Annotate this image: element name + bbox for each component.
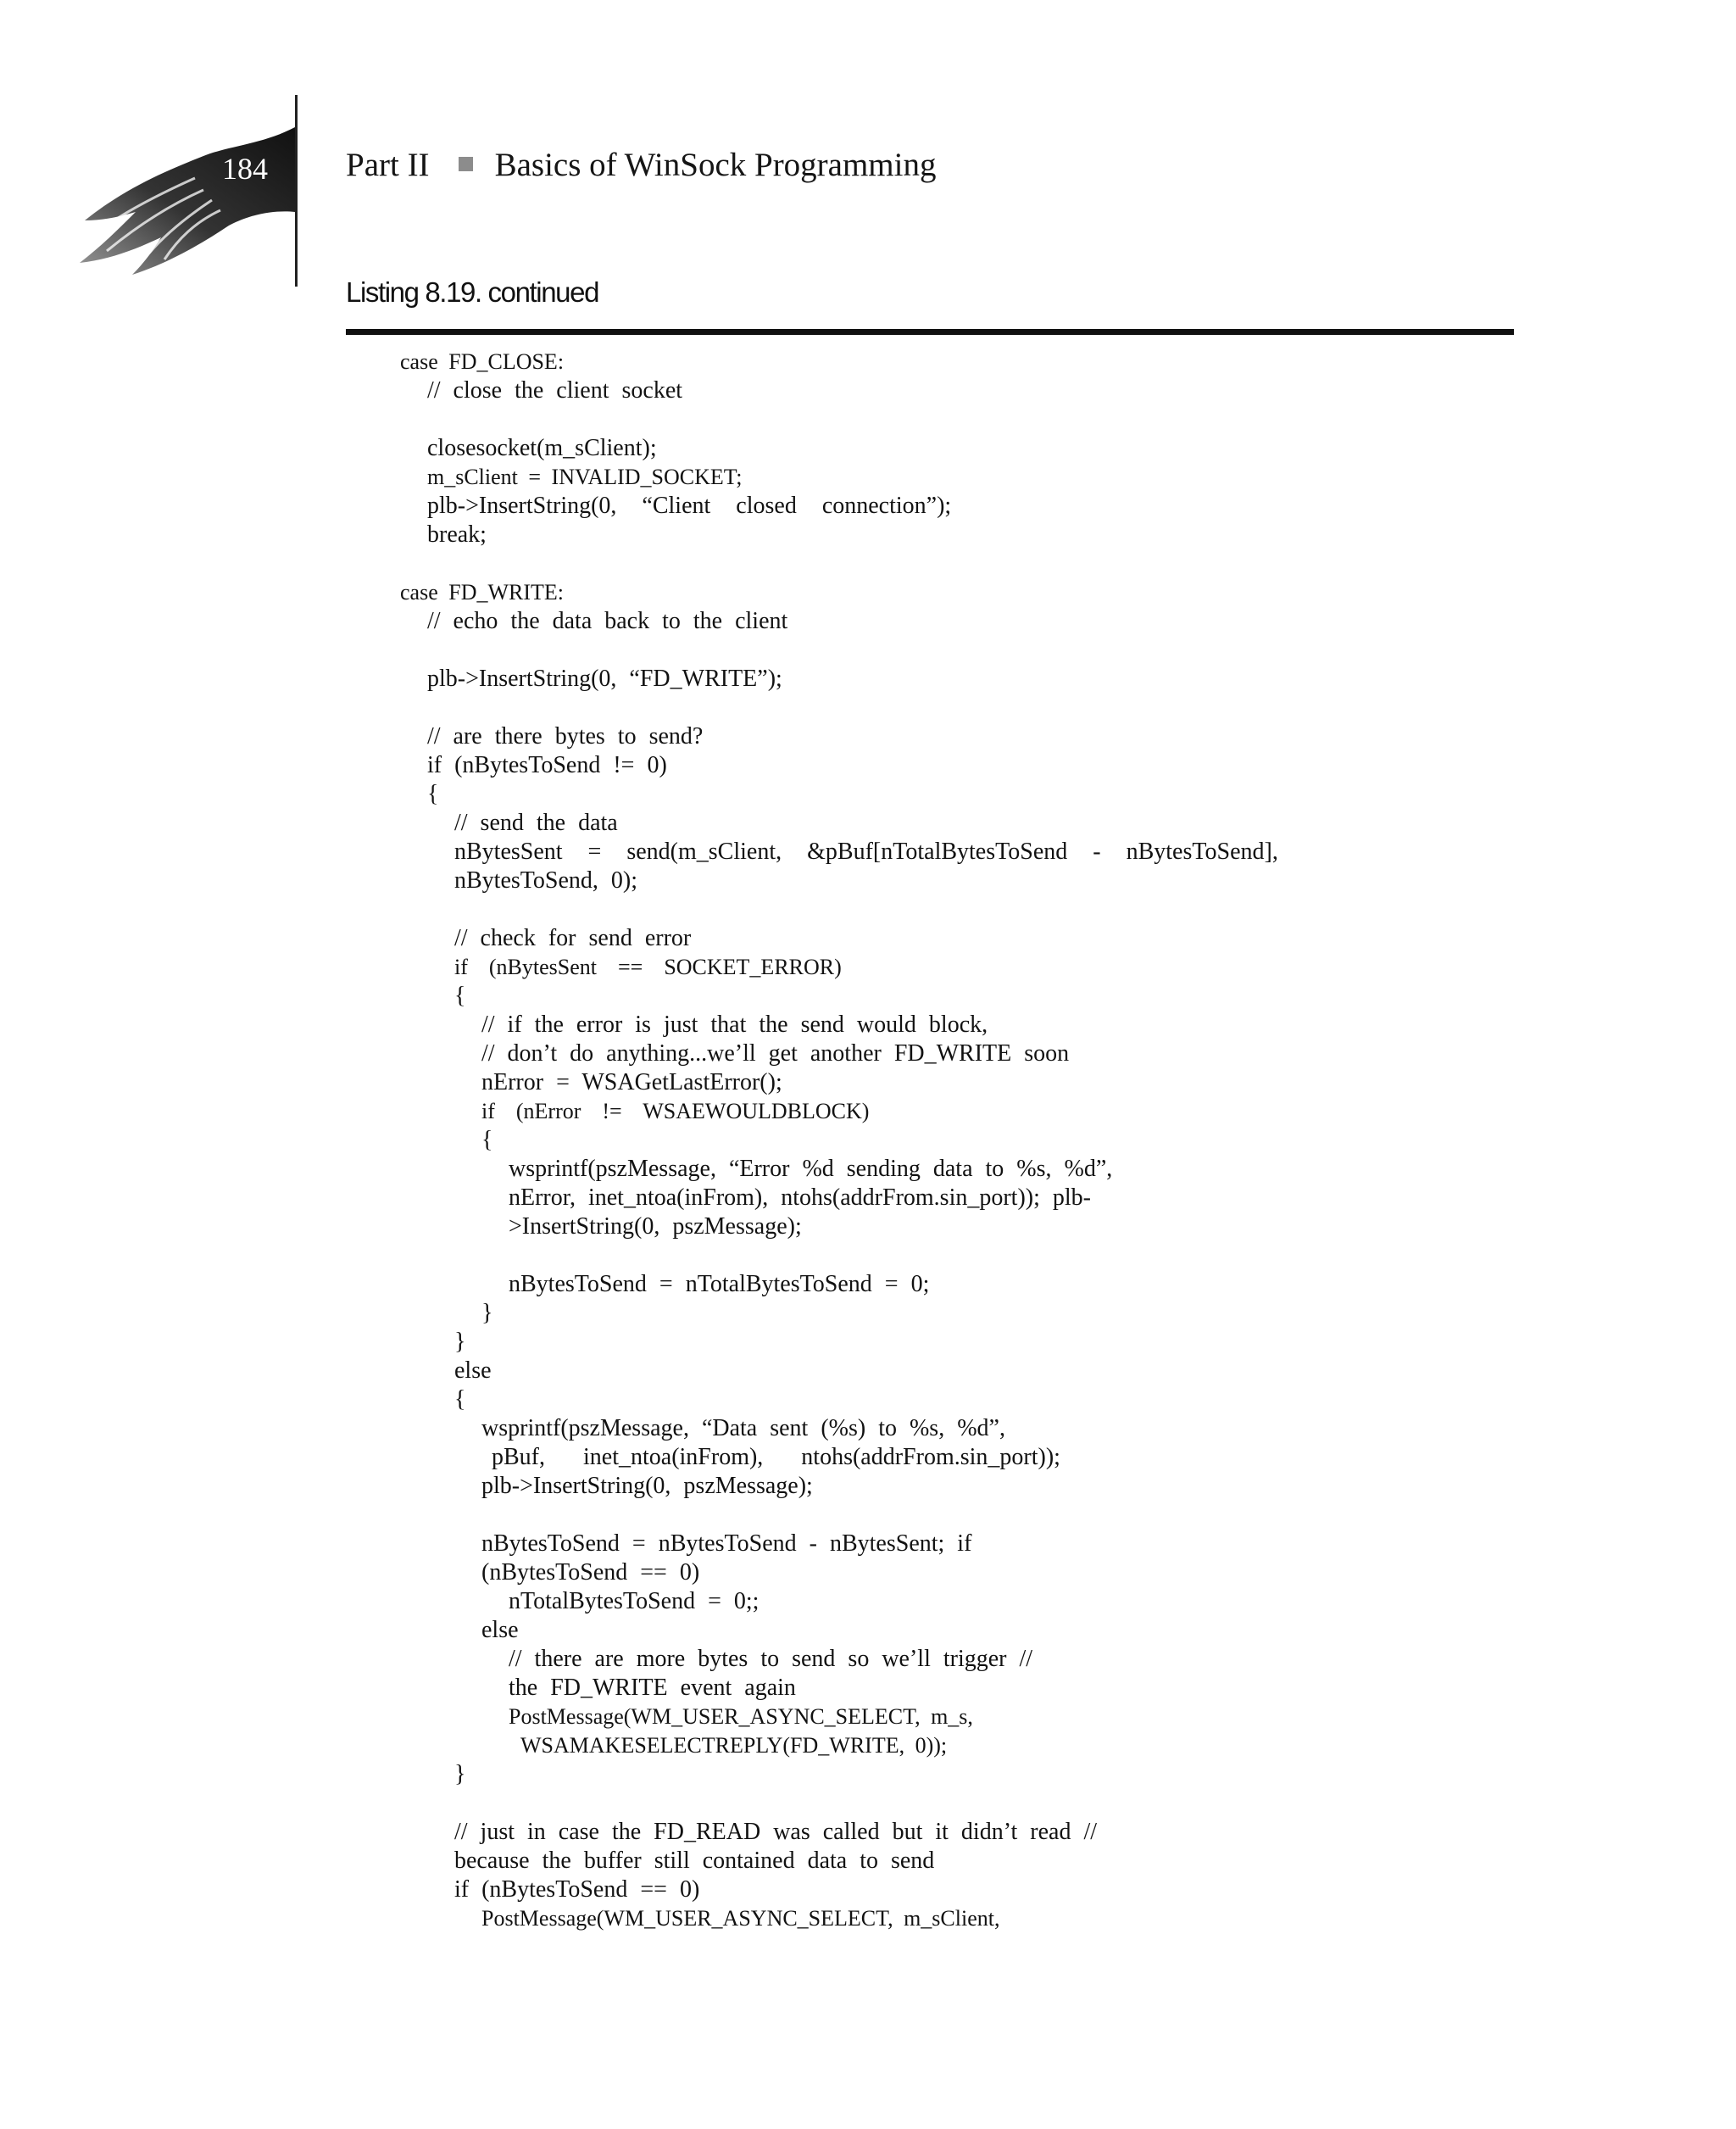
code-line: closesocket(m_sClient);: [427, 435, 657, 461]
code-line: {: [454, 1386, 466, 1413]
code-line: // just in case the FD_READ was called but it didn’t read //: [454, 1819, 1098, 1845]
code-line: PostMessage(WM_USER_ASYNC_SELECT, m_sClient,: [481, 1906, 1000, 1931]
code-line: nBytesToSend, 0);: [454, 867, 638, 894]
code-line: }: [454, 1329, 466, 1355]
code-line: // don’t do anything...we’ll get another FD_WRITE soon: [481, 1040, 1070, 1067]
code-line: nBytesSent = send(m_sClient, &pBuf[nTotalBytesToSend - nBytesToSend],: [454, 839, 1278, 865]
code-line: nTotalBytesToSend = 0;;: [509, 1588, 760, 1614]
code-line: wsprintf(pszMessage, “Data sent (%s) to %s, %d”,: [481, 1415, 1005, 1441]
code-line: nBytesToSend = nTotalBytesToSend = 0;: [509, 1271, 930, 1297]
code-line: wsprintf(pszMessage, “Error %d sending data to %s, %d”,: [509, 1156, 1113, 1182]
code-line: else: [481, 1617, 519, 1643]
code-line: else: [454, 1357, 492, 1384]
code-line: // echo the data back to the client: [427, 608, 788, 634]
code-line: m_sClient = INVALID_SOCKET;: [427, 465, 743, 489]
code-line: plb->InsertString(0, “Client closed connection”);: [427, 493, 952, 519]
code-line: // are there bytes to send?: [427, 723, 704, 750]
code-line: because the buffer still contained data to send: [454, 1848, 935, 1874]
code-line: (nBytesToSend == 0): [481, 1559, 700, 1586]
code-line: nError = WSAGetLastError();: [481, 1069, 782, 1095]
code-line: // there are more bytes to send so we’ll trigger //: [509, 1646, 1033, 1672]
code-line: if (nBytesToSend != 0): [427, 752, 667, 778]
code-line: {: [454, 983, 466, 1009]
code-line: plb->InsertString(0, “FD_WRITE”);: [427, 666, 782, 692]
section-title: Basics of WinSock Programming: [494, 147, 937, 183]
code-line: }: [454, 1761, 466, 1787]
code-line: case FD_CLOSE:: [400, 349, 565, 374]
page-number: 184: [222, 152, 268, 186]
code-line: // check for send error: [454, 925, 692, 951]
code-line: the FD_WRITE event again: [509, 1675, 796, 1701]
code-line: // send the data: [454, 810, 618, 836]
code-line: if (nError != WSAEWOULDBLOCK): [481, 1099, 870, 1123]
part-label: Part II: [346, 147, 430, 183]
code-line: pBuf, inet_ntoa(inFrom), ntohs(addrFrom.sin_port));: [492, 1444, 1060, 1470]
code-line: nBytesToSend = nBytesToSend - nBytesSent; if: [481, 1530, 972, 1557]
code-line: {: [427, 781, 439, 807]
code-line: {: [481, 1127, 493, 1153]
code-line: PostMessage(WM_USER_ASYNC_SELECT, m_s,: [509, 1704, 973, 1729]
code-line: >InsertString(0, pszMessage);: [509, 1213, 802, 1240]
code-line: if (nBytesSent == SOCKET_ERROR): [454, 955, 842, 979]
code-line: // if the error is just that the send would block,: [481, 1012, 988, 1038]
listing-caption: Listing 8.19. continued: [346, 276, 599, 308]
code-line: if (nBytesToSend == 0): [454, 1876, 700, 1903]
code-line: plb->InsertString(0, pszMessage);: [481, 1473, 813, 1499]
code-line: break;: [427, 521, 487, 548]
code-line: WSAMAKESELECTREPLY(FD_WRITE, 0));: [520, 1733, 948, 1758]
code-line: case FD_WRITE:: [400, 580, 565, 605]
code-line: }: [481, 1300, 493, 1326]
code-line: // close the client socket: [427, 377, 683, 404]
code-line: nError, inet_ntoa(inFrom), ntohs(addrFrom.sin_port)); plb-: [509, 1184, 1091, 1211]
